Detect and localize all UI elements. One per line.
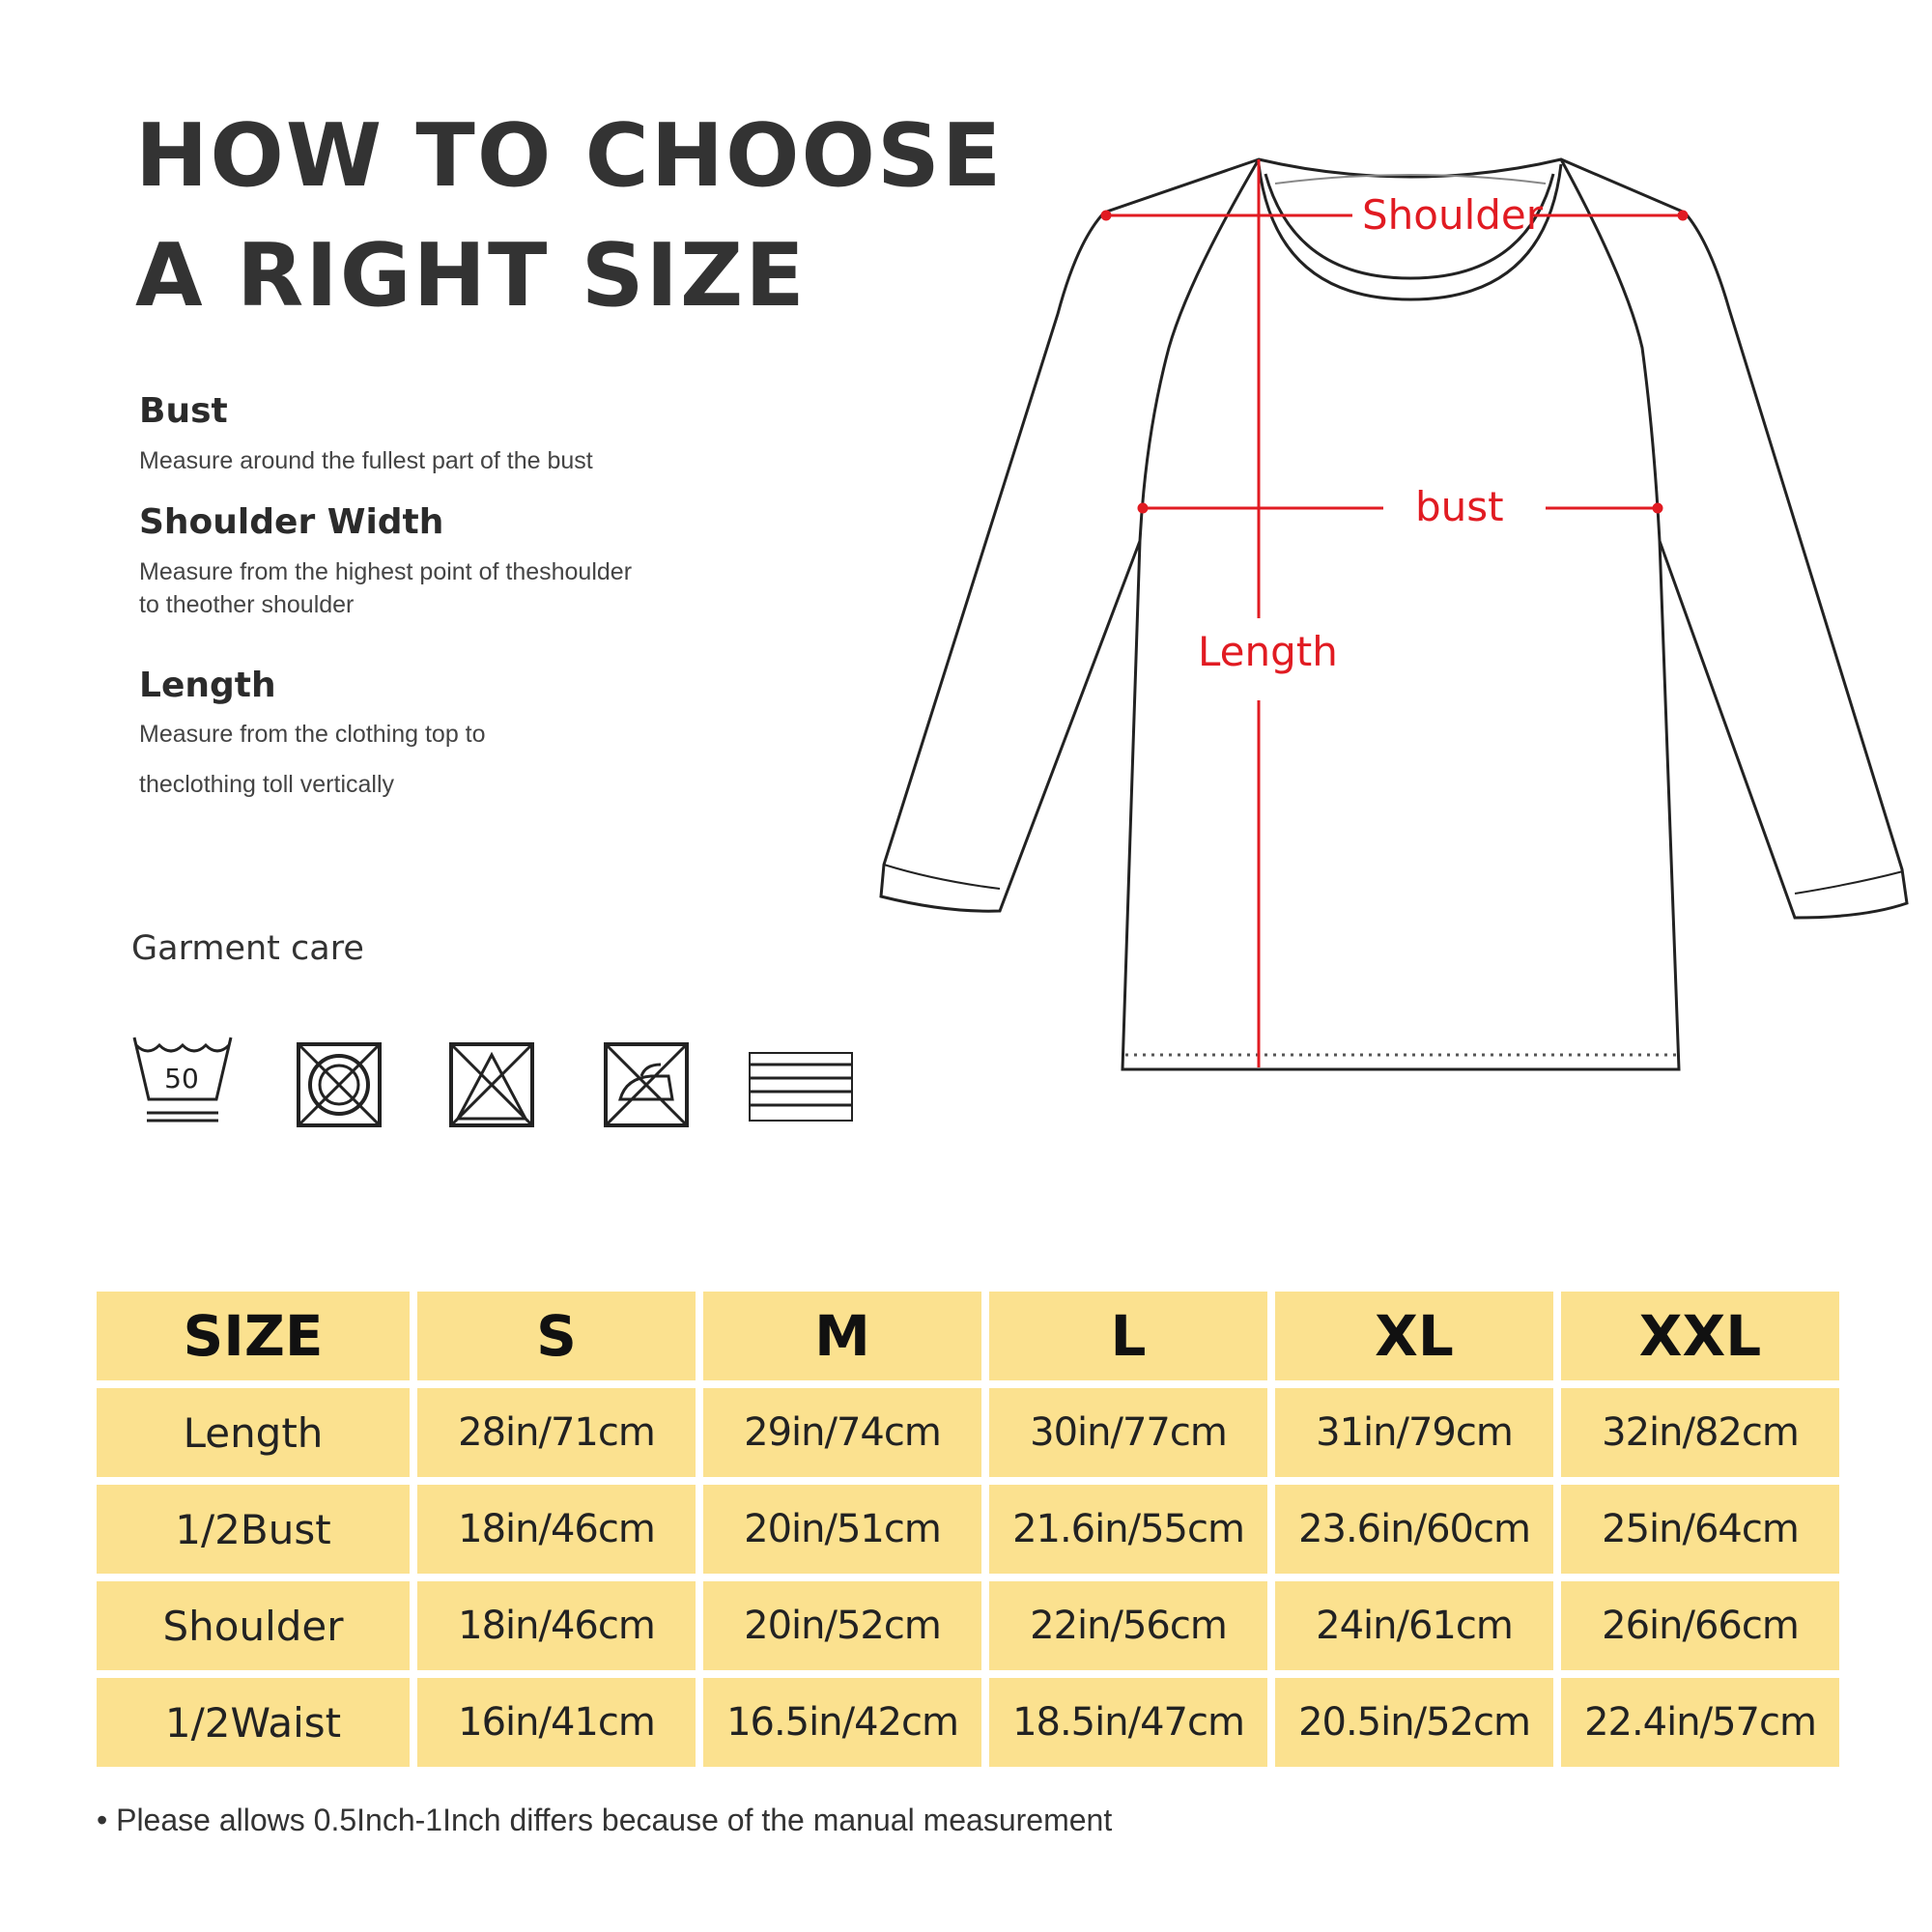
size-table [97, 1292, 1845, 1767]
table-cell: 30in/77cm [989, 1388, 1267, 1477]
title-line-1: HOW TO CHOOSE [135, 105, 1004, 207]
shoulder-description-line: Measure from the highest point of theshoulder [139, 558, 633, 585]
table-header-cell: SIZE [97, 1292, 410, 1380]
care-icons [129, 1032, 864, 1138]
dry-flat-icon [748, 1051, 854, 1122]
measurement-note: • Please allows 0.5Inch-1Inch differs because of the manual measurement [97, 1803, 1113, 1837]
do-not-bleach-icon [448, 1041, 535, 1128]
table-cell: 18in/46cm [417, 1485, 696, 1574]
length-description [139, 709, 796, 810]
table-header-cell: XXL [1561, 1292, 1839, 1380]
length-description-line: theclothing toll vertically [139, 771, 395, 798]
bust-label: bust [1415, 483, 1504, 530]
shoulder-width-heading: Shoulder Width [139, 502, 444, 542]
table-cell: 18in/46cm [417, 1581, 696, 1670]
table-cell: 31in/79cm [1275, 1388, 1553, 1477]
row-label-shoulder: Shoulder [97, 1581, 410, 1670]
table-cell: 18.5in/47cm [989, 1678, 1267, 1767]
table-cell: 23.6in/60cm [1275, 1485, 1553, 1574]
shoulder-width-description [139, 555, 796, 621]
bust-heading: Bust [139, 391, 228, 431]
length-heading: Length [139, 666, 276, 705]
table-header-cell: S [417, 1292, 696, 1380]
table-header-cell: XL [1275, 1292, 1553, 1380]
do-not-iron-icon [603, 1041, 690, 1128]
table-cell: 29in/74cm [703, 1388, 981, 1477]
title-line-2: A RIGHT SIZE [135, 225, 807, 327]
shoulder-label: Shoulder [1362, 191, 1544, 239]
table-cell: 21.6in/55cm [989, 1485, 1267, 1574]
shoulder-description-line: to theother shoulder [139, 591, 355, 618]
table-header-cell: M [703, 1292, 981, 1380]
table-cell: 20in/52cm [703, 1581, 981, 1670]
row-label-half-bust: 1/2Bust [97, 1485, 410, 1574]
bust-description-line: Measure around the fullest part of the bust [139, 447, 593, 474]
table-cell: 22.4in/57cm [1561, 1678, 1839, 1767]
table-cell: 32in/82cm [1561, 1388, 1839, 1477]
bust-description [139, 444, 796, 477]
table-cell: 16in/41cm [417, 1678, 696, 1767]
row-label-length: Length [97, 1388, 410, 1477]
length-label: Length [1198, 628, 1338, 675]
table-header-cell: L [989, 1292, 1267, 1380]
table-cell: 20.5in/52cm [1275, 1678, 1553, 1767]
do-not-tumble-dry-icon [296, 1041, 383, 1128]
table-cell: 24in/61cm [1275, 1581, 1553, 1670]
garment-care-title: Garment care [131, 929, 364, 968]
shirt-diagram [869, 145, 1913, 1092]
table-cell: 28in/71cm [417, 1388, 696, 1477]
measurement-guide [139, 391, 796, 835]
table-cell: 16.5in/42cm [703, 1678, 981, 1767]
table-cell: 22in/56cm [989, 1581, 1267, 1670]
table-cell: 26in/66cm [1561, 1581, 1839, 1670]
wash-50-icon [129, 1032, 236, 1128]
table-cell: 25in/64cm [1561, 1485, 1839, 1574]
row-label-half-waist: 1/2Waist [97, 1678, 410, 1767]
length-description-line: Measure from the clothing top to [139, 721, 486, 748]
shirt-outline [869, 145, 1913, 1092]
wash-temperature: 50 [164, 1063, 199, 1094]
table-cell: 20in/51cm [703, 1485, 981, 1574]
